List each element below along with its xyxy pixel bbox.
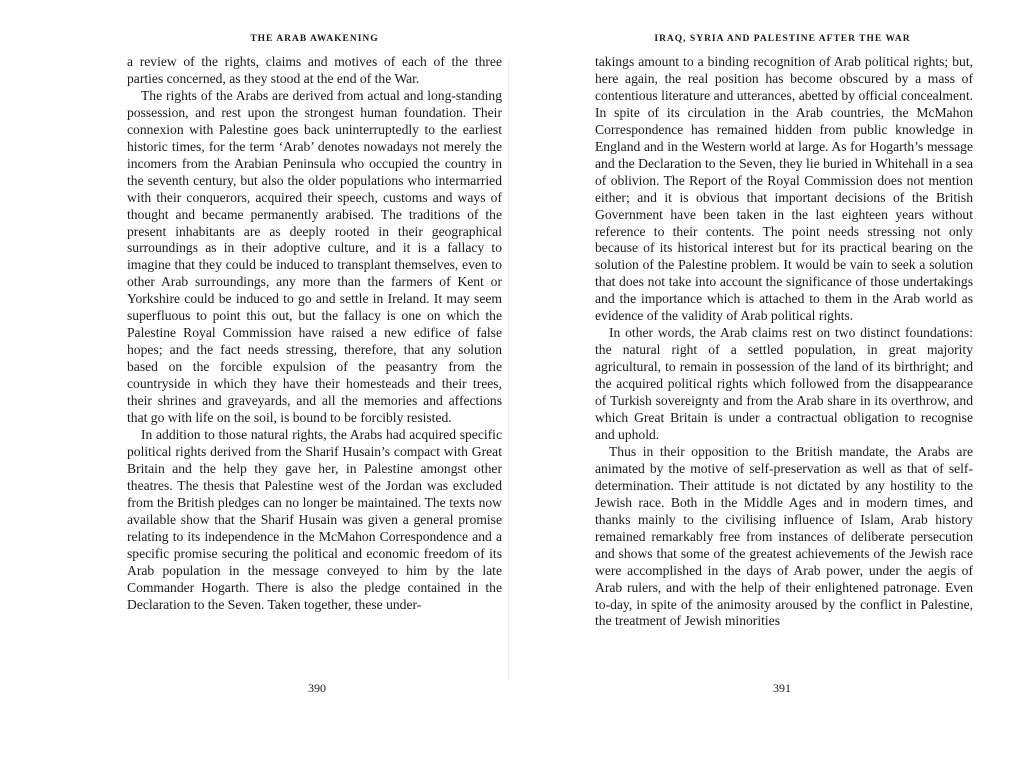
gutter-divider — [508, 60, 510, 680]
paragraph: In other words, the Arab claims rest on two distinct foundations: the natural right of a settled population, in great majority agricultural, to remain in possession of the land of its birthright; and the acquired political rights which followed from the disappearance of Turkish sovereignty and from the Arab share in its overthrow, and which Great Britain is under a contractual obligation to recognise and uphold. — [595, 325, 973, 442]
paragraph: In addition to those natural rights, the Arabs had acquired specific political rights derived from the Sharif Husain’s compact with Great Britain and the help they gave her, in Palestine amongst other theatres. The thesis that Palestine west of the Jordan was excluded from the British pledges can no longer be maintained. The texts now available show that the Sharif Husain was given a general promise relating to its independence in the McMahon Correspondence and a specific promise securing the political and economic freedom of its Arab population in the message conveyed to him by the late Commander Hogarth. There is also the pledge contained in the Declaration to the Seven. Taken together, these under- — [127, 426, 502, 612]
left-page-body — [127, 54, 502, 613]
right-page-body — [595, 54, 973, 630]
paragraph: Thus in their opposition to the British mandate, the Arabs are animated by the motive of self-preservation as well as that of self-determination. Their attitude is not dictated by any hostility to the Jewish race. Both in the Middle Ages and in modern times, and thanks mainly to the civilising influence of Islam, Arab history remained remarkably free from instances of deliberate persecution and shows that some of the greatest achievements of the Jewish race were accomplished in the days of Arab power, under the aegis of Arab rulers, and with the help of their enlightened patronage. Even to-day, in spite of the animosity aroused by the conflict in Palestine, the treatment of Jewish minorities — [595, 443, 973, 629]
page-number-right: 391 — [773, 681, 791, 695]
right-page — [515, 0, 1030, 766]
paragraph: The rights of the Arabs are derived from actual and long-standing possession, and rest upon the strongest human foundation. Their connexion with Palestine goes back uninterruptedly to the earliest historic times, for the term ‘Arab’ denotes nowadays not merely the incomers from the Arabian Peninsula who occupied the country in the seventh century, but also the older populations who intermarried with their conquerors, acquired their speech, customs and ways of thought and became permanently arabised. The traditions of the present inhabitants are as deeply rooted in their geographical surroundings as in their adoptive culture, and it is a fallacy to imagine that they could be induced to transplant themselves, even to other Arab surroundings, any more than the farmers of Kent or Yorkshire could be induced to go and settle in Ireland. It may seem superfluous to point this out, but the fallacy is one on which the Palestine Royal Commission have raised a new edifice of false hopes; and the fact needs stressing, therefore, that any solution based on the forcible expulsion of the peasantry from the countryside in which they have their homesteads and their trees, their shrines and graveyards, and all the memories and affections that go with life on the soil, is bound to be forcibly resisted. — [127, 87, 502, 426]
paragraph: takings amount to a binding recognition of Arab political rights; but, here again, the real position has become obscured by a mass of contentious literature and utterances, abetted by official concealment. In spite of its circulation in the Arab countries, the McMahon Correspondence has remained hidden from public knowledge in England and in the Western world at large. As for Hogarth’s message and the Declaration to the Seven, they lie buried in Whitehall in a sea of oblivion. The Report of the Royal Commission does not mention either; and it is obvious that important decisions of the British Government have been taken in the last eighteen years without reference to their contents. The point needs stressing not only because of its historical interest but for its practical bearing on the solution of the Palestine problem. It would be vain to seek a solution that does not take into account the significance of those undertakings and the importance which is attached to them in the Arab world as evidence of the validity of Arab political rights. — [595, 54, 973, 324]
page-number-left: 390 — [308, 681, 326, 695]
running-head-left: THE ARAB AWAKENING — [250, 34, 379, 44]
running-head-right: IRAQ, SYRIA AND PALESTINE AFTER THE WAR — [654, 34, 911, 44]
paragraph: a review of the rights, claims and motives of each of the three parties concerned, as they stood at the end of the War. — [127, 54, 502, 86]
